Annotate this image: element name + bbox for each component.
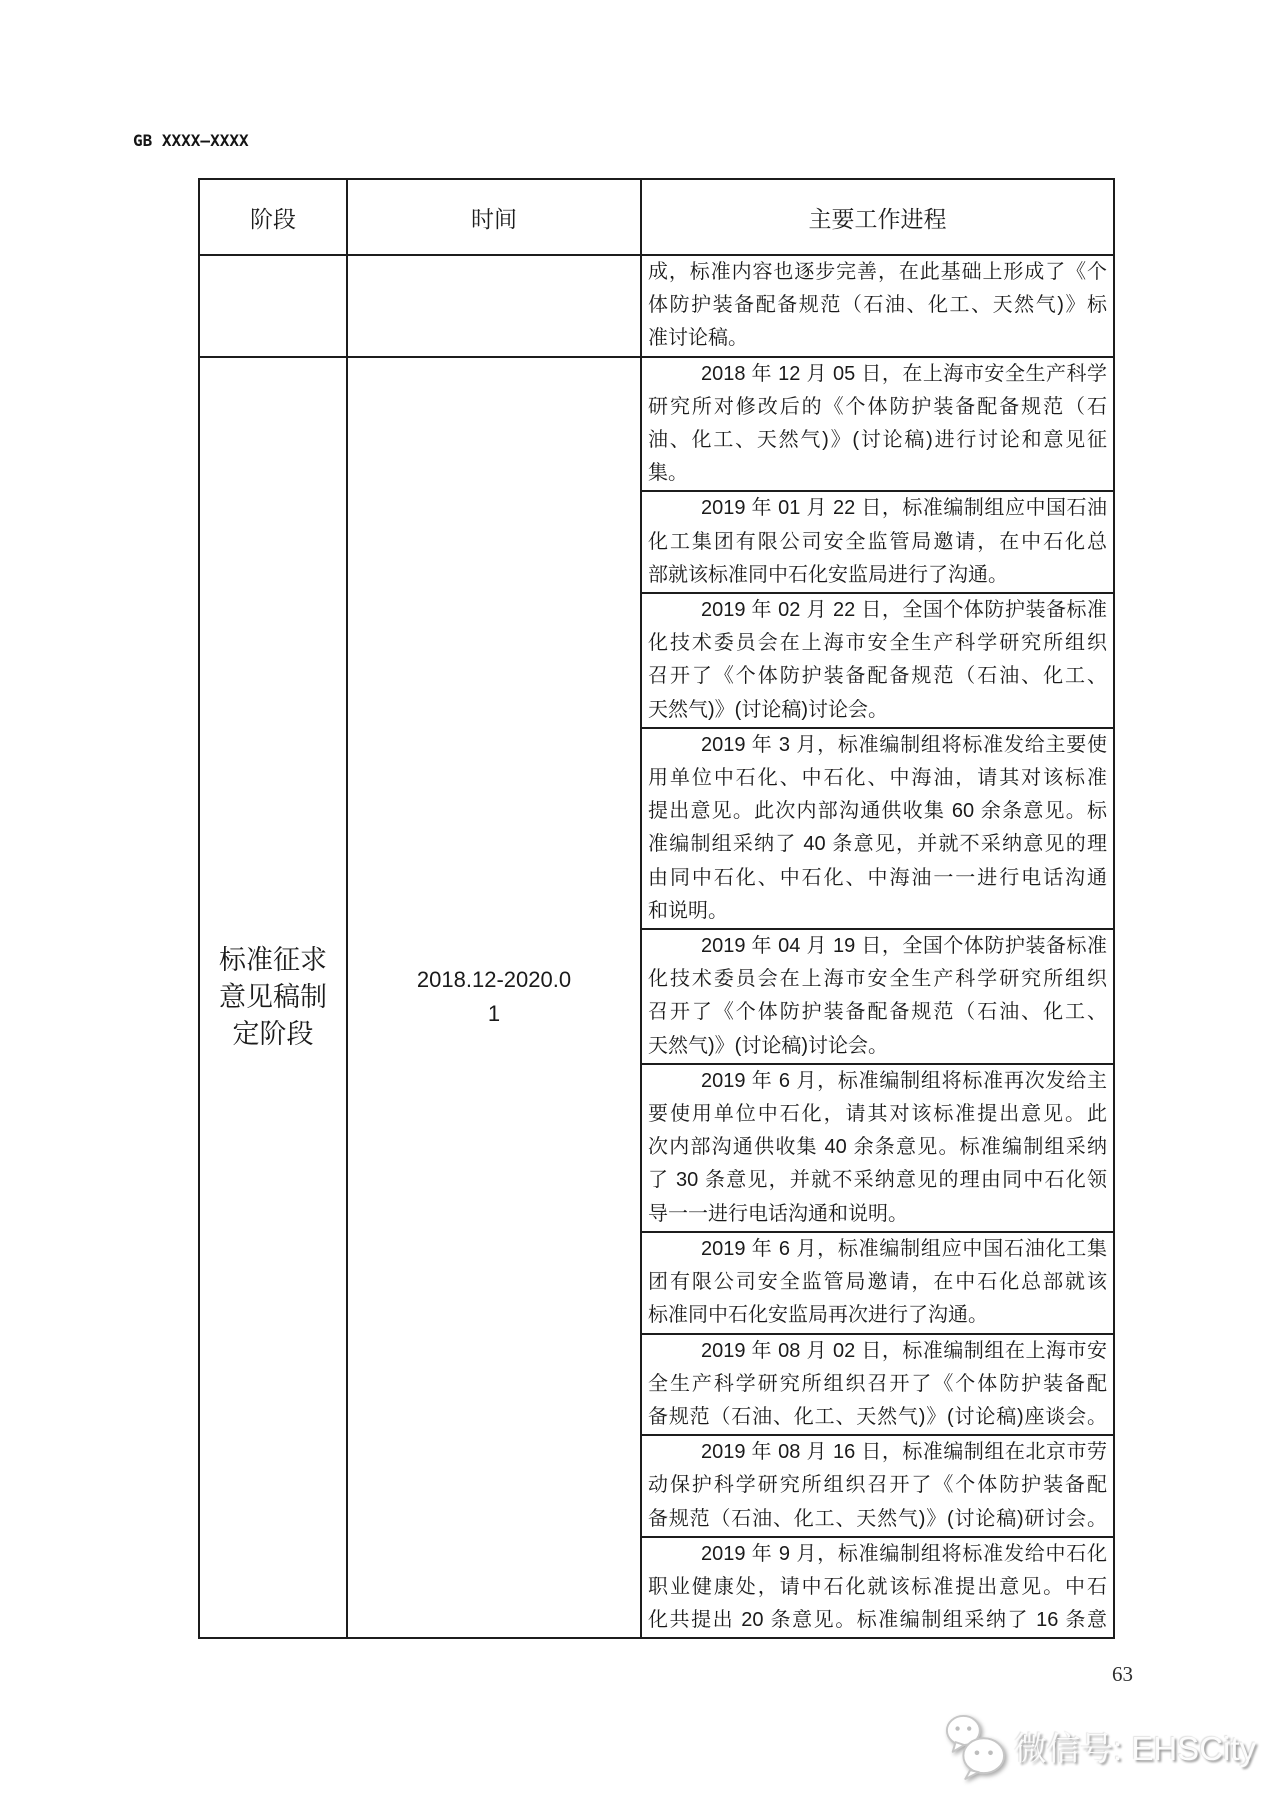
stage-text-line: 定阶段 — [232, 1018, 314, 1049]
col-header-progress: 主要工作进程 — [641, 179, 1114, 255]
progress-table — [198, 178, 1115, 1639]
text-line: 研究所对修改后的《个体防护装备配备规范（石 — [648, 395, 1107, 418]
empty-stage-cell — [199, 255, 347, 357]
text-line: 召开了《个体防护装备配备规范（石油、化工、 — [648, 1001, 1107, 1024]
progress-cell — [641, 491, 1114, 593]
text-line: 2019 年 6 月，标准编制组应中国石油化工集 — [701, 1237, 1107, 1260]
text-line: 2018 年 12 月 05 日，在上海市安全生产科学 — [701, 362, 1107, 385]
progress-cell — [641, 255, 1114, 357]
text-line: 2019 年 08 月 16 日，标准编制组在北京市劳 — [701, 1441, 1107, 1464]
text-line: 备规范（石油、化工、天然气)》(讨论稿)座谈会。 — [648, 1405, 1107, 1428]
progress-cell — [641, 1435, 1114, 1537]
text-line: 和说明。 — [648, 899, 728, 922]
wechat-icon — [944, 1712, 1006, 1780]
text-line: 用单位中石化、中石化、中海油，请其对该标准 — [648, 767, 1107, 790]
table-row — [199, 255, 1114, 357]
text-line: 动保护科学研究所组织召开了《个体防护装备配 — [648, 1474, 1107, 1497]
text-line: 2019 年 9 月，标准编制组将标准发给中石化 — [701, 1542, 1107, 1565]
progress-cell — [641, 1064, 1114, 1232]
text-line: 备规范（石油、化工、天然气)》(讨论稿)研讨会。 — [648, 1507, 1107, 1530]
doc-code: GB XXXX—XXXX — [133, 131, 249, 150]
text-line: 召开了《个体防护装备配备规范（石油、化工、 — [648, 665, 1107, 688]
text-line: 团有限公司安全监管局邀请，在中石化总部就该 — [648, 1271, 1107, 1294]
text-line: 成，标准内容也逐步完善，在此基础上形成了《个 — [648, 261, 1107, 283]
table-row — [199, 357, 1114, 492]
stage-text-line: 意见稿制 — [219, 981, 327, 1012]
stage-cell — [199, 357, 347, 1639]
progress-cell — [641, 593, 1114, 728]
text-line: 2019 年 08 月 02 日，标准编制组在上海市安 — [701, 1339, 1107, 1362]
text-line: 部就该标准同中石化安监局进行了沟通。 — [648, 563, 1008, 586]
table-header-row — [199, 179, 1114, 255]
text-line: 化技术委员会在上海市安全生产科学研究所组织 — [648, 632, 1107, 655]
text-line: 导一一进行电话沟通和说明。 — [648, 1202, 908, 1225]
time-text-line: 2018.12-2020.0 — [416, 967, 572, 993]
progress-cell — [641, 1334, 1114, 1436]
text-line: 2019 年 01 月 22 日，标准编制组应中国石油 — [701, 497, 1107, 520]
text-line: 标准同中石化安监局再次进行了沟通。 — [648, 1304, 988, 1327]
page-number: 63 — [1112, 1662, 1133, 1686]
progress-cell — [641, 1232, 1114, 1334]
progress-cell — [641, 728, 1114, 929]
watermark-label: 微信号: EHSCity — [1014, 1729, 1257, 1767]
text-line: 体防护装备配备规范（石油、化工、天然气)》标 — [648, 294, 1107, 317]
time-cell — [347, 357, 641, 1639]
text-line: 化共提出 20 条意见。标准编制组采纳了 16 条意 — [648, 1609, 1107, 1632]
text-line: 了 30 条意见，并就不采纳意见的理由同中石化领 — [648, 1169, 1107, 1192]
empty-time-cell — [347, 255, 641, 357]
text-line: 由同中石化、中石化、中海油一一进行电话沟通 — [648, 866, 1107, 889]
watermark — [944, 1712, 1256, 1780]
text-line: 职业健康处，请中石化就该标准提出意见。中石 — [648, 1575, 1107, 1598]
text-line: 天然气)》(讨论稿)讨论会。 — [648, 698, 888, 721]
text-line: 油、化工、天然气)》(讨论稿)进行讨论和意见征 — [648, 429, 1107, 452]
col-header-stage: 阶段 — [199, 179, 347, 255]
text-line: 提出意见。此次内部沟通供收集 60 余条意见。标 — [648, 800, 1107, 823]
text-line: 准编制组采纳了 40 条意见，并就不采纳意见的理 — [648, 833, 1107, 856]
text-line: 2019 年 6 月，标准编制组将标准再次发给主 — [701, 1069, 1107, 1092]
stage-text-line: 标准征求 — [219, 944, 327, 975]
text-line: 集。 — [648, 462, 688, 485]
text-line: 化技术委员会在上海市安全生产科学研究所组织 — [648, 968, 1107, 991]
time-text-line: 1 — [487, 1001, 501, 1027]
col-header-time: 时间 — [347, 179, 641, 255]
text-line: 2019 年 02 月 22 日，全国个体防护装备标准 — [701, 599, 1107, 622]
text-line: 天然气)》(讨论稿)讨论会。 — [648, 1034, 888, 1057]
text-line: 次内部沟通供收集 40 余条意见。标准编制组采纳 — [648, 1136, 1107, 1159]
progress-cell — [641, 929, 1114, 1064]
text-line: 2019 年 3 月，标准编制组将标准发给主要使 — [701, 733, 1107, 756]
text-line: 化工集团有限公司安全监管局邀请，在中石化总 — [648, 530, 1107, 553]
text-line: 要使用单位中石化，请其对该标准提出意见。此 — [648, 1103, 1107, 1126]
text-line: 准讨论稿。 — [648, 327, 748, 350]
text-line: 全生产科学研究所组织召开了《个体防护装备配 — [648, 1372, 1107, 1395]
progress-cell — [641, 357, 1114, 492]
progress-cell — [641, 1537, 1114, 1639]
text-line: 2019 年 04 月 19 日，全国个体防护装备标准 — [701, 935, 1107, 958]
